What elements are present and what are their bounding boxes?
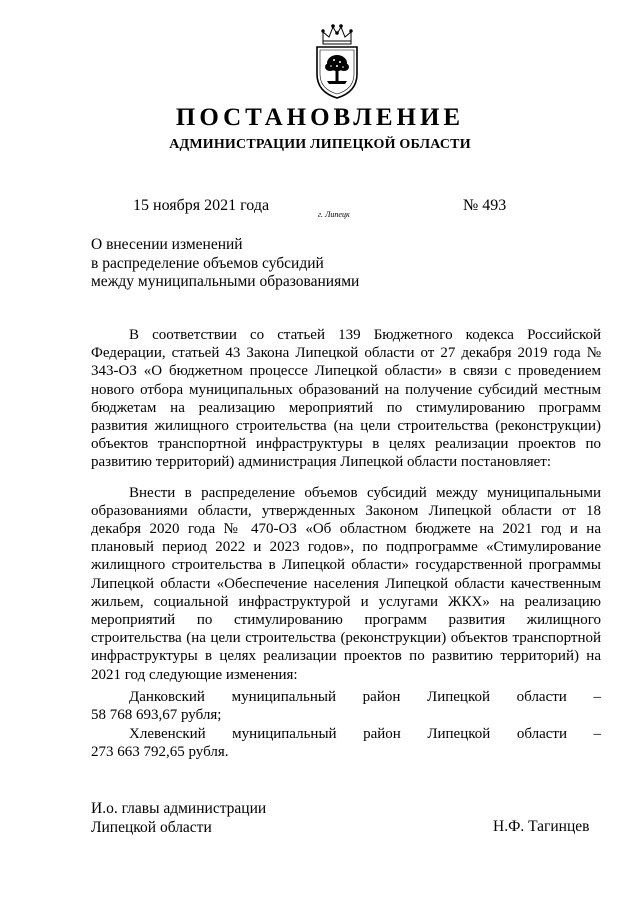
allocation-item-amount: 58 768 693,67 рубля; — [91, 707, 222, 724]
signatory-name: Н.Ф. Тагинцев — [493, 818, 590, 835]
signatory-position — [91, 800, 266, 837]
signatory-position-line: Липецкой области — [91, 818, 212, 836]
document-city: г. Липецк — [318, 210, 350, 219]
document-date: 15 ноября 2021 года — [133, 197, 270, 214]
subject-line: в распределение объемов субсидий — [91, 254, 324, 272]
lipetsk-coat-of-arms-icon — [313, 22, 361, 100]
allocation-item-label: Данковский муниципальный район Липецкой области – — [129, 688, 601, 705]
issuing-authority: АДМИНИСТРАЦИИ ЛИПЕЦКОЙ ОБЛАСТИ — [169, 137, 471, 152]
document-title: ПОСТАНОВЛЕНИЕ — [175, 104, 465, 131]
document-number: № 493 — [463, 197, 507, 214]
resolution-paragraph: Внести в распределение объемов субсидий между муниципальными образованиями области, утвержденных Законом Липецкой области от 18 декабря 2020 года № 470-ОЗ «Об областном бюджете на 2021 год и на плановый период 2022 и 2023 годов», по подпрограмме «Стимулирование жилищного строительства в Липецкой области» государственной программы Липецкой области «Обеспечение населения Липецкой области качественным жильем, социальной инфраструктурой и услугами ЖКХ» на реализацию мероприятий по стимулированию программ развития жилищного строительства (на цели строительства (реконструкции) объектов транспортной инфраструктуры в целях реализации проектов по развитию территорий) на 2021 год следующие изменения: — [91, 484, 601, 683]
document-body — [91, 326, 601, 763]
allocation-item-label: Хлевенский муниципальный район Липецкой области – — [129, 726, 601, 743]
subject-line: между муниципальными образованиями — [91, 273, 360, 290]
signatory-position-line: И.о. главы администрации — [91, 800, 267, 817]
preamble-paragraph: В соответствии со статьей 139 Бюджетного кодекса Российской Федерации, статьей 43 Закона Липецкой области от 27 декабря 2019 года № 343-ОЗ «О бюджетном процессе Липецкой области» в связи с проведением нового отбора муниципальных образований на получение субсидий местным бюджетам на реализацию мероприятий по стимулированию программ развития жилищного строительства (на цели строительства (реконструкции) объектов транспортной инфраструктуры в целях реализации проектов по развитию территорий) администрация Липецкой области постановляет: — [91, 327, 601, 471]
document-subject — [91, 236, 411, 292]
allocation-item-amount: 273 663 792,65 рубля. — [91, 744, 229, 761]
subject-line: О внесении изменений — [91, 236, 243, 253]
